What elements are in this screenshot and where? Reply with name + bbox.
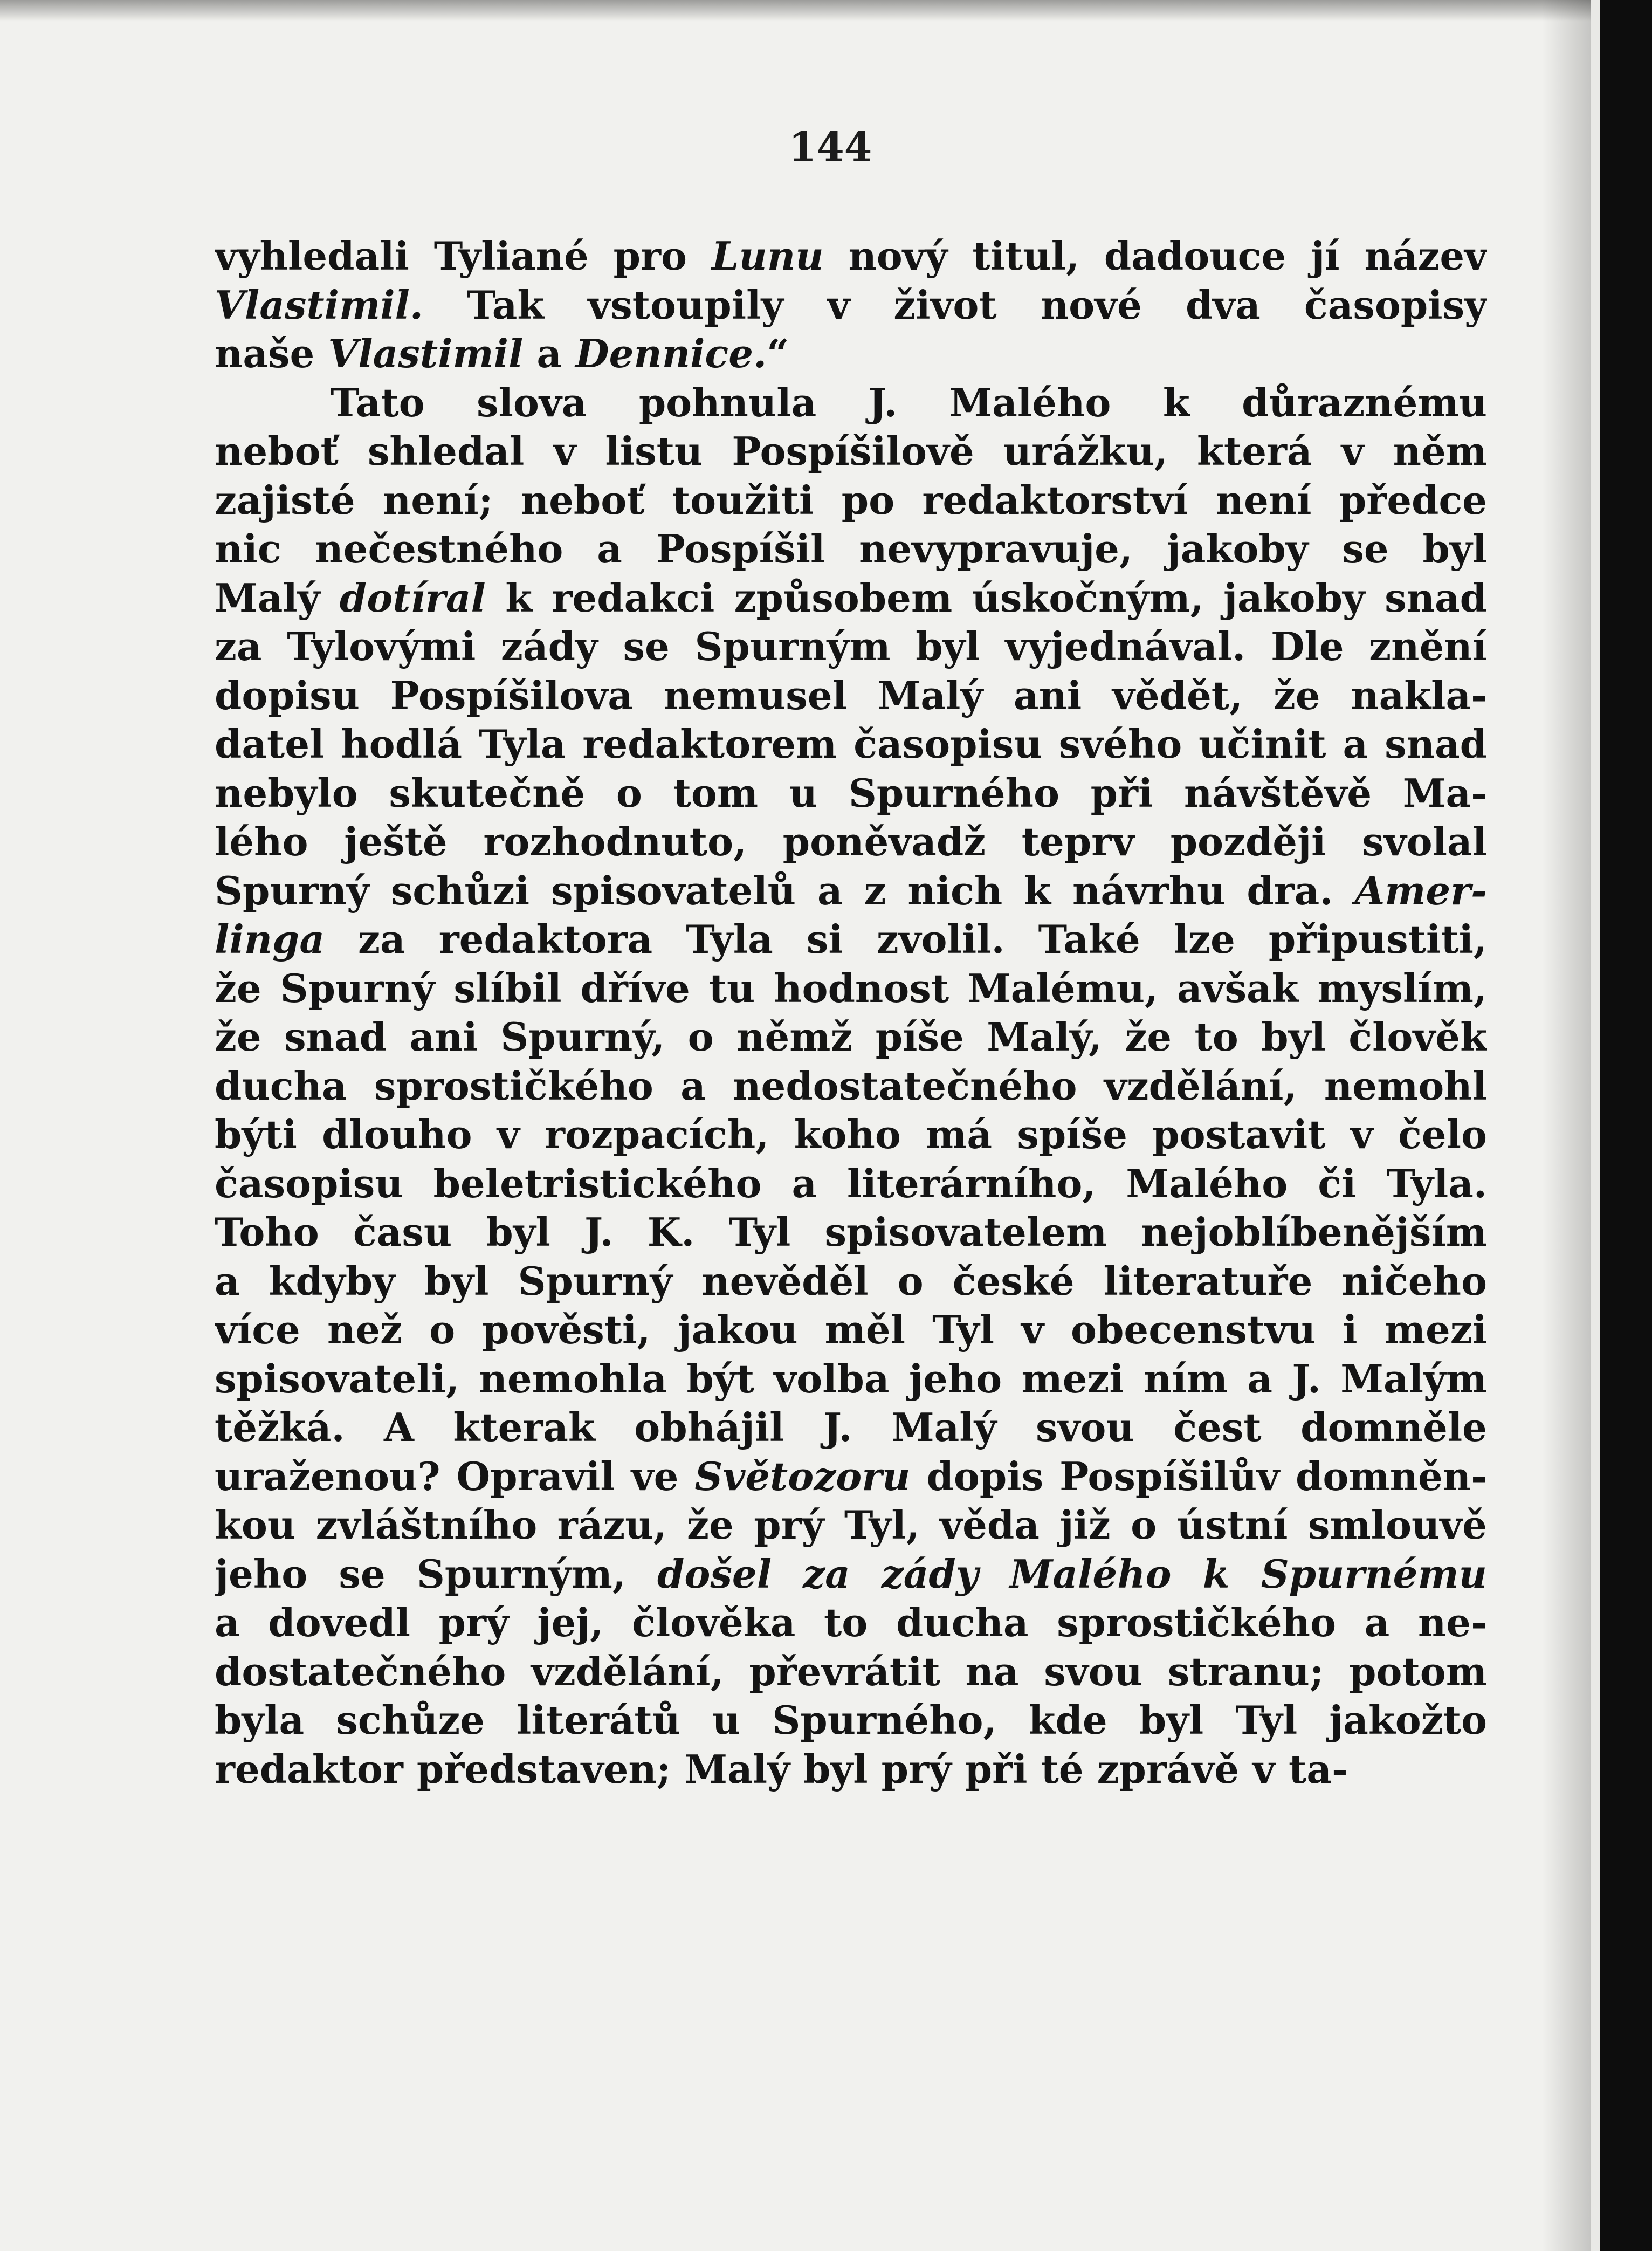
text-line-7: nic nečestného a Pospíšil nevypravuje, jakoby se byl <box>215 526 1487 572</box>
text-line-26: uraženou? Opravil ve Světozoru dopis Pospíšilův domněn- <box>215 1453 1487 1499</box>
text-line-24: spisovateli, nemohla být volba jeho mezi ním a J. Malým <box>215 1355 1487 1402</box>
text-line-4: Tato slova pohnula J. Malého k důraznému <box>331 379 1487 426</box>
text-line-9: za Tylovými zády se Spurným byl vyjednával. Dle znění <box>215 623 1487 669</box>
text-line-14: Spurný schůzi spisovatelů a z nich k návrhu dra. Amer- <box>215 867 1487 914</box>
text-line-27: kou zvláštního rázu, že prý Tyl, věda již o ústní smlouvě <box>215 1502 1487 1548</box>
text-line-25: těžká. A kterak obhájil J. Malý svou čest domněle <box>215 1404 1487 1450</box>
top-shadow <box>0 0 1591 22</box>
page-edge-shadow <box>1542 0 1591 2251</box>
text-line-8: Malý dotíral k redakci způsobem úskočným, jakoby snad <box>215 574 1487 621</box>
text-line-16: že Spurný slíbil dříve tu hodnost Malému, avšak myslím, <box>215 965 1487 1011</box>
text-line-5: neboť shledal v listu Pospíšilově urážku, která v něm <box>215 428 1487 474</box>
text-line-1: vyhledali Tyliané pro Lunu nový titul, dadouce jí název <box>215 233 1487 279</box>
text-line-10: dopisu Pospíšilova nemusel Malý ani vědět, že nakla- <box>215 672 1487 718</box>
scan-border-line <box>1591 0 1600 2251</box>
text-line-20: časopisu beletristického a literárního, Malého či Tyla. <box>215 1160 1487 1206</box>
text-line-11: datel hodlá Tyla redaktorem časopisu svého učinit a snad <box>215 721 1487 767</box>
text-line-2: Vlastimil. Tak vstoupily v život nové dva časopisy <box>215 282 1487 328</box>
text-line-31: byla schůze literátů u Spurného, kde byl Tyl jakožto <box>215 1697 1487 1743</box>
page-number: 144 <box>788 124 872 170</box>
text-line-30: dostatečného vzdělání, převrátit na svou stranu; potom <box>215 1648 1487 1694</box>
text-line-32: redaktor představen; Malý byl prý při té zprávě v ta- <box>215 1746 1348 1792</box>
text-line-28: jeho se Spurným, došel za zády Malého k Spurnému <box>215 1550 1487 1597</box>
text-line-6: zajisté není; neboť toužiti po redaktorství není předce <box>215 477 1487 523</box>
body-text <box>215 232 1487 1794</box>
text-line-23: více než o pověsti, jakou měl Tyl v obecenstvu i mezi <box>215 1307 1487 1353</box>
text-line-22: a kdyby byl Spurný nevěděl o české literatuře ničeho <box>215 1258 1487 1304</box>
text-line-15: linga za redaktora Tyla si zvolil. Také lze připustiti, <box>215 916 1487 962</box>
text-line-18: ducha sprostičkého a nedostatečného vzdělání, nemohl <box>215 1062 1487 1109</box>
text-line-17: že snad ani Spurný, o němž píše Malý, že to byl člověk <box>215 1014 1487 1060</box>
text-line-21: Toho času byl J. K. Tyl spisovatelem nejoblíbenějším <box>215 1209 1487 1255</box>
text-line-3: naše Vlastimil a Dennice.“ <box>215 331 789 376</box>
text-line-12: nebylo skutečně o tom u Spurného při návštěvě Ma- <box>215 770 1487 816</box>
text-line-29: a dovedl prý jej, člověka to ducha sprostičkého a ne- <box>215 1600 1487 1645</box>
text-line-19: býti dlouho v rozpacích, koho má spíše postavit v čelo <box>215 1111 1487 1157</box>
text-line-13: lého ještě rozhodnuto, poněvadž teprv později svolal <box>215 819 1487 864</box>
